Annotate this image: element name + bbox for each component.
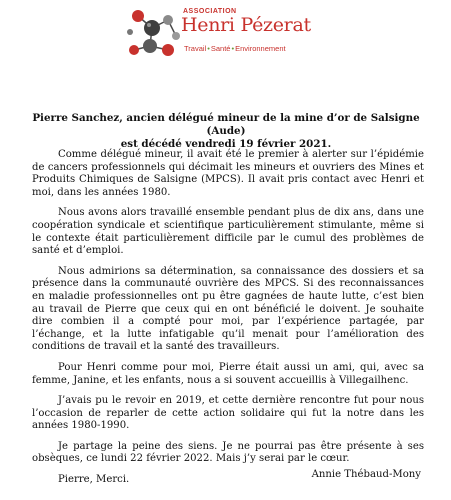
tagline-travail: Travail (184, 44, 207, 53)
logo-tagline: Travail•Santé•Environnement (184, 44, 286, 53)
tagline-sante: Santé (210, 44, 231, 53)
paragraph-rencontre: J’avais pu le revoir en 2019, et cette dernière rencontre fut pour nous l’occasion de reparler de cette action solidaire qui fut la notre dans les années 1980-1990. (32, 395, 424, 432)
paragraph-admiration: Nous admirions sa détermination, sa connaissance des dossiers et sa présence dans la communauté ouvrière des MPCS. Si des reconnaissances en maladie professionnelles ont pu être gagnées de haute lutte, c’est bien au travail de Pierre que ceux qui en ont bénéficié le doivent. Je souhaite dire combien il a compté pour moi, par l’expérience partagée, par l’échange, et la lutte infatigable qu’il menait pour l’amélioration des conditions de travail et la santé des travailleurs. (32, 265, 424, 353)
paragraph-merci: Pierre, Merci. (58, 474, 130, 486)
logo-association-label: ASSOCIATION (183, 8, 237, 15)
paragraph-delegue: Comme délégué mineur, il avait été le premier à alerter sur l’épidémie de cancers professionnels qui décimait les mineurs et ouvriers des Mines et Produits Chimiques de Salsigne (MPCS). Il avait pris contact avec Henri et moi, dans les années 1980. (32, 149, 424, 198)
molecule-logo-icon (124, 6, 182, 60)
association-logo (124, 6, 330, 60)
title-line-1: Pierre Sanchez, ancien délégué mineur de la mine d’or de Salsigne (Aude) (32, 112, 420, 137)
paragraph-amitie: Pour Henri comme pour moi, Pierre était aussi un ami, qui, avec sa femme, Janine, et les enfants, nous a si souvent accueillis à Villegailhenc. (32, 361, 424, 386)
tagline-environnement: Environnement (235, 44, 286, 53)
letter-body (32, 149, 424, 495)
page-title (26, 112, 426, 151)
paragraph-obseques: Je partage la peine des siens. Je ne pourrai pas être présente à ses obsèques, ce lundi 22 février 2022. Mais j’y serai par le cœur. (32, 440, 424, 465)
title-line-2: est décédé vendredi 19 février 2021. (120, 138, 332, 150)
signature: Annie Thébaud-Mony (311, 469, 421, 480)
logo-name: Henri Pézerat (181, 14, 311, 36)
paragraph-cooperation: Nous avons alors travaillé ensemble pendant plus de dix ans, dans une coopération syndicale et scientifique particulièrement stimulante, même si le contexte était particulièrement difficile par le cumul des problèmes de santé et d’emploi. (32, 207, 424, 257)
